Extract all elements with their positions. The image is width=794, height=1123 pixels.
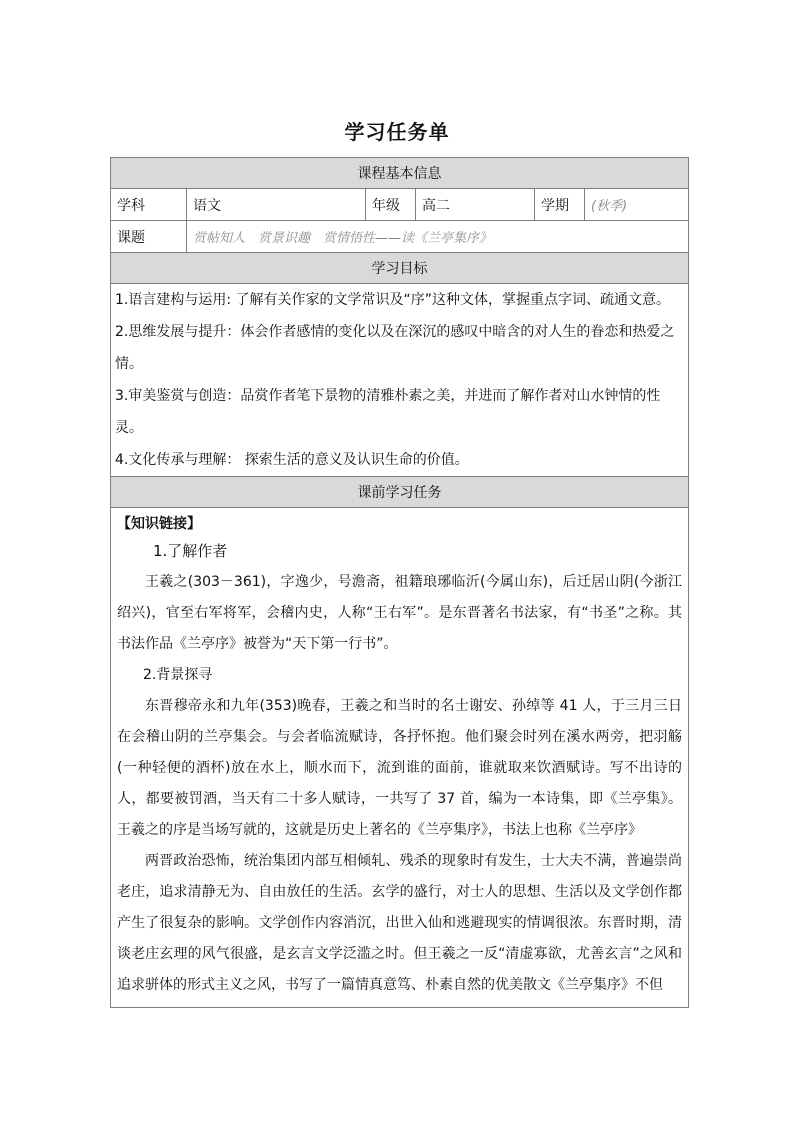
section-author-title: 1.了解作者 (153, 542, 228, 560)
goals-list (111, 284, 689, 477)
task-sheet-table (110, 157, 689, 1008)
term-value: (秋季) (585, 189, 689, 221)
basic-info-header: 课程基本信息 (111, 158, 689, 189)
section-background-paragraph: 两晋政治恐怖，统治集团内部互相倾轧、残杀的现象时有发生，士大夫不满，普遍崇尚老庄，追求清静无为、自由放任的生活。玄学的盛行，对士人的思想、生活以及文学创作都产生了很复杂的影响。文学创作内容消沉，出世入仙和逃避现实的情调很浓。东晋时期，清谈老庄玄理的风气很盛，是玄言文学泛滥之时。但王羲之一反“清虚寡欲，尤善玄言”之风和追求骈体的形式主义之风，书写了一篇情真意笃、朴素自然的优美散文《兰亭集序》不但 (117, 853, 683, 993)
tasks-header: 课前学习任务 (111, 477, 689, 508)
topic-value: 赏帖知人 赏景识趣 赏情悟性——读《兰亭集序》 (187, 221, 689, 253)
topic-label: 课题 (111, 221, 187, 253)
goal-item: 2.思维发展与提升：体会作者感情的变化以及在深沉的感叹中暗含的对人生的眷恋和热爱之情。 (115, 324, 675, 372)
knowledge-link-heading: 【知识链接】 (117, 516, 201, 532)
term-label: 学期 (535, 189, 585, 221)
section-background-paragraph: 东晋穆帝永和九年(353)晚春，王羲之和当时的名士谢安、孙绰等 41 人，于三月三日在会稽山阴的兰亭集会。与会者临流赋诗，各抒怀抱。他们聚会时列在溪水两旁，把羽觞(一种轻便的酒杯)放在水上，顺水而下，流到谁的面前，谁就取来饮酒赋诗。写不出诗的人，都要被罚酒，当天有二十多人赋诗，一共写了 37 首，编为一本诗集，即《兰亭集》。王羲之的序是当场写就的，这就是历史上著名的《兰亭集序》，书法上也称《兰亭序》 (117, 698, 683, 838)
subject-value: 语文 (187, 189, 366, 221)
page-title: 学习任务单 (344, 120, 450, 144)
goals-header: 学习目标 (111, 253, 689, 284)
section-background-title: 2.背景探寻 (143, 667, 213, 683)
goal-item: 1.语言建构与运用: 了解有关作家的文学常识及“序”这种文体，掌握重点字词、疏通文意。 (115, 292, 671, 308)
subject-label: 学科 (111, 189, 187, 221)
goal-item: 3.审美鉴赏与创造：品赏作者笔下景物的清雅朴素之美，并进而了解作者对山水钟情的性灵。 (115, 388, 661, 436)
grade-value: 高二 (416, 189, 535, 221)
goal-item: 4.文化传承与理解： 探索生活的意义及认识生命的价值。 (115, 452, 469, 468)
grade-label: 年级 (366, 189, 416, 221)
section-author-text: 王羲之(303－361)，字逸少，号澹斋，祖籍琅琊临沂(今属山东)，后迁居山阴(今浙江绍兴)，官至右军将军，会稽内史，人称“王右军”。是东晋著名书法家，有“书圣”之称。其书法作品《兰亭序》被誉为“天下第一行书”。 (117, 574, 683, 652)
tasks-content (111, 508, 689, 1008)
